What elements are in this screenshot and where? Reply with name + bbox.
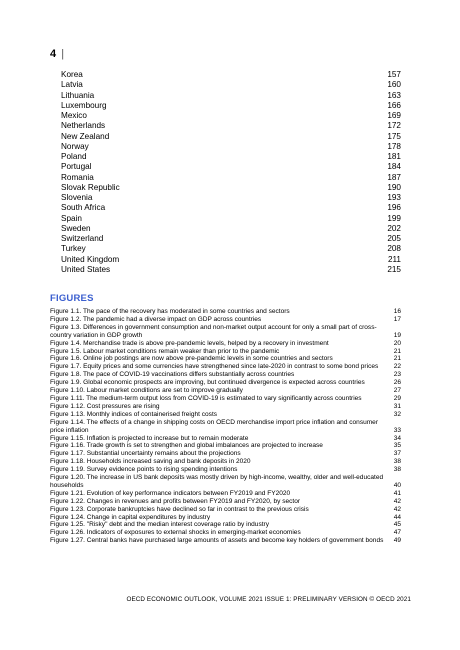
toc-country-name: United Kingdom [61, 254, 120, 264]
toc-country-name: Mexico [61, 111, 87, 120]
toc-figure-page: 27 [393, 387, 401, 395]
toc-country-entry[interactable] [61, 255, 401, 265]
toc-country-name: Portugal [61, 162, 92, 172]
toc-country-name: Slovenia [61, 193, 93, 202]
toc-figure-entry[interactable] [50, 521, 401, 529]
toc-country-name: Lithuania [61, 90, 95, 100]
toc-figure-title: Figure 1.13. Monthly indices of containerised freight costs [50, 410, 218, 418]
toc-figure-entry[interactable] [50, 340, 401, 348]
toc-country-entry[interactable] [61, 234, 401, 244]
toc-figure-page: 29 [393, 394, 401, 402]
toc-country-page: 193 [387, 193, 401, 202]
toc-country-entry[interactable] [61, 101, 401, 111]
toc-country-page: 178 [387, 141, 401, 151]
toc-figure-entry[interactable] [50, 466, 401, 474]
toc-figure-title: Figure 1.16. Trade growth is set to strengthen and global imbalances are projected to increase [50, 442, 323, 450]
toc-country-name: Korea [61, 70, 83, 79]
toc-figure-entry[interactable] [50, 529, 401, 537]
toc-country-name: Spain [61, 213, 82, 223]
toc-country-name: New Zealand [61, 131, 110, 141]
toc-country-entry[interactable] [61, 224, 401, 234]
toc-figure-page: 49 [393, 537, 401, 545]
toc-country-name: Sweden [61, 223, 91, 233]
toc-figure-title: Figure 1.1. The pace of the recovery has moderated in some countries and sectors [50, 308, 290, 315]
page-footer: OECD ECONOMIC OUTLOOK, VOLUME 2021 ISSUE 1: PRELIMINARY VERSION © OECD 2021 [126, 596, 411, 603]
toc-figure-entry[interactable] [50, 363, 401, 371]
toc-figure-page: 23 [393, 371, 401, 379]
toc-figure-page: 33 [393, 426, 401, 434]
toc-figure-title: Figure 1.19. Survey evidence points to rising spending intentions [50, 466, 238, 474]
toc-figure-title: Figure 1.8. The pace of COVID-19 vaccinations differs substantially across countries [50, 371, 295, 379]
toc-figure-entry[interactable] [50, 403, 401, 411]
toc-country-name: South Africa [61, 203, 106, 213]
toc-country-page: 175 [387, 131, 401, 141]
toc-country-page: 172 [387, 121, 401, 131]
toc-figure-entry[interactable] [50, 348, 401, 356]
toc-figure-page: 37 [393, 450, 401, 458]
toc-figure-page: 19 [393, 331, 401, 339]
toc-figure-page: 21 [393, 355, 401, 363]
figures-list [50, 308, 401, 545]
toc-figure-entry[interactable] [50, 435, 401, 443]
toc-country-page: 184 [387, 162, 401, 172]
toc-figure-page: 47 [393, 529, 401, 537]
toc-country-entry[interactable] [61, 193, 401, 203]
toc-figure-title: Figure 1.22. Changes in revenues and profits between FY2019 and FY2020, by sector [50, 497, 301, 505]
toc-figure-title: Figure 1.14. The effects of a change in shipping costs on OECD merchandise import price inflation and consumer price inflation [50, 418, 379, 434]
toc-figure-entry[interactable] [50, 411, 401, 419]
toc-country-entry[interactable] [61, 162, 401, 172]
toc-country-page: 157 [387, 70, 401, 79]
toc-country-entry[interactable] [61, 173, 401, 183]
toc-figure-page: 34 [393, 434, 401, 442]
toc-figure-entry[interactable] [50, 537, 401, 545]
toc-figure-page: 38 [393, 466, 401, 474]
toc-country-page: 208 [387, 244, 401, 254]
toc-figure-page: 35 [393, 442, 401, 450]
toc-country-page: 199 [387, 213, 401, 223]
toc-figure-title: Figure 1.24. Change in capital expenditures by industry [50, 513, 211, 521]
toc-figure-entry[interactable] [50, 458, 401, 466]
toc-country-page: 169 [387, 111, 401, 120]
toc-country-entry[interactable] [61, 70, 401, 80]
toc-figure-page: 16 [393, 308, 401, 315]
toc-figure-entry[interactable] [50, 490, 401, 498]
toc-figure-title: Figure 1.7. Equity prices and some currencies have strengthened since late-2020 in contrast to some bond prices [50, 363, 379, 371]
toc-figure-title: Figure 1.26. Indicators of exposures to external shocks in emerging-market economies [50, 529, 301, 537]
toc-figure-title: Figure 1.15. Inflation is projected to increase but to remain moderate [50, 434, 249, 442]
toc-figure-title: Figure 1.21. Evolution of key performance indicators between FY2019 and FY2020 [50, 489, 291, 497]
toc-country-page: 160 [387, 80, 401, 90]
toc-country-entry[interactable] [61, 214, 401, 224]
toc-country-entry[interactable] [61, 132, 401, 142]
toc-figure-entry[interactable] [50, 419, 401, 435]
toc-figure-page: 38 [393, 458, 401, 466]
toc-country-name: Luxembourg [61, 100, 107, 110]
toc-country-name: Romania [61, 172, 94, 182]
toc-figure-title: Figure 1.23. Corporate bankruptcies have declined so far in contrast to the previous crisis [50, 505, 309, 513]
toc-figure-entry[interactable] [50, 324, 401, 340]
toc-country-entry[interactable] [61, 244, 401, 254]
toc-figure-page: 40 [393, 481, 401, 489]
toc-country-page: 166 [387, 100, 401, 110]
toc-figure-title: Figure 1.25. "Risky" debt and the median interest coverage ratio by industry [50, 521, 269, 529]
toc-figure-entry[interactable] [50, 442, 401, 450]
toc-country-page: 196 [387, 203, 401, 213]
toc-figure-page: 45 [393, 521, 401, 529]
toc-country-page: 181 [387, 152, 401, 161]
toc-country-entry[interactable] [61, 265, 401, 275]
toc-country-page: 205 [387, 234, 401, 243]
toc-figure-page: 41 [393, 489, 401, 497]
toc-figure-page: 42 [393, 505, 401, 513]
toc-figure-entry[interactable] [50, 355, 401, 363]
toc-country-name: Netherlands [61, 121, 106, 131]
toc-country-name: Norway [61, 141, 89, 151]
toc-figure-page: 21 [393, 347, 401, 355]
toc-country-name: Poland [61, 152, 87, 161]
toc-country-name: Switzerland [61, 234, 104, 243]
toc-figure-entry[interactable] [50, 514, 401, 522]
toc-figure-title: Figure 1.2. The pandemic had a diverse impact on GDP across countries [50, 315, 262, 323]
toc-country-entry[interactable] [61, 203, 401, 213]
toc-figure-page: 17 [393, 315, 401, 323]
toc-figure-title: Figure 1.9. Global economic prospects are improving, but continued divergence is expected across countries [50, 379, 365, 387]
toc-figure-page: 22 [393, 363, 401, 371]
toc-figure-page: 31 [393, 402, 401, 410]
toc-figure-page: 44 [393, 513, 401, 521]
toc-country-name: Slovak Republic [61, 182, 120, 192]
toc-figure-entry[interactable] [50, 474, 401, 490]
toc-country-page: 190 [387, 182, 401, 192]
toc-figure-entry[interactable] [50, 498, 401, 506]
toc-figure-title: Figure 1.11. The medium-term output loss from COVID-19 is estimated to vary significantly across countries [50, 394, 362, 402]
toc-figure-title: Figure 1.20. The increase in US bank deposits was mostly driven by high-income, wealthy, older and well-educated households [50, 474, 384, 489]
toc-figure-entry[interactable] [50, 395, 401, 403]
toc-figure-entry[interactable] [50, 450, 401, 458]
toc-country-entry[interactable] [61, 142, 401, 152]
toc-country-page: 202 [387, 223, 401, 233]
toc-figure-entry[interactable] [50, 308, 401, 316]
toc-country-name: Turkey [61, 244, 86, 254]
toc-country-page: 163 [387, 90, 401, 100]
toc-country-entry[interactable] [61, 183, 401, 193]
toc-figure-title: Figure 1.12. Cost pressures are rising [50, 402, 160, 410]
toc-country-entry[interactable] [61, 91, 401, 101]
toc-figure-page: 32 [393, 410, 401, 418]
toc-figure-title: Figure 1.6. Online job postings are now above pre-pandemic levels in some countries and sectors [50, 355, 333, 363]
toc-country-name: United States [61, 264, 111, 274]
toc-country-page: 211 [387, 254, 401, 264]
page-number-header [50, 48, 64, 60]
toc-figure-page: 42 [393, 497, 401, 505]
toc-country-entry[interactable] [61, 121, 401, 131]
toc-figure-page: 20 [393, 339, 401, 347]
toc-figure-title: Figure 1.3. Differences in government consumption and non-market output account for only a small part of cross-country variation in GDP growth [50, 323, 377, 339]
page-number: 4 [50, 48, 57, 60]
toc-figure-entry[interactable] [50, 387, 401, 395]
toc-figure-title: Figure 1.4. Merchandise trade is above pre-pandemic levels, helped by a recovery in investment [50, 339, 329, 347]
toc-country-entry[interactable] [61, 111, 401, 121]
toc-figure-title: Figure 1.5. Labour market conditions remain weaker than prior to the pandemic [50, 347, 280, 355]
toc-country-page: 187 [387, 172, 401, 182]
toc-country-entry[interactable] [61, 80, 401, 90]
toc-figure-entry[interactable] [50, 506, 401, 514]
toc-figure-title: Figure 1.10. Labour market conditions are set to improve gradually [50, 387, 243, 395]
toc-country-name: Latvia [61, 80, 83, 90]
toc-country-entry[interactable] [61, 152, 401, 162]
page-number-separator: | [61, 48, 65, 60]
toc-figure-title: Figure 1.18. Households increased saving and bank deposits in 2020 [50, 458, 251, 466]
toc-country-page: 215 [387, 264, 401, 274]
toc-figure-page: 26 [393, 379, 401, 387]
country-notes-list [61, 70, 401, 275]
toc-figure-entry[interactable] [50, 379, 401, 387]
toc-figure-title: Figure 1.17. Substantial uncertainty remains about the projections [50, 450, 241, 458]
toc-figure-entry[interactable] [50, 371, 401, 379]
toc-figure-title: Figure 1.27. Central banks have purchased large amounts of assets and become key holders of government bonds [50, 537, 384, 545]
figures-heading: FIGURES [50, 293, 94, 304]
toc-figure-entry[interactable] [50, 316, 401, 324]
